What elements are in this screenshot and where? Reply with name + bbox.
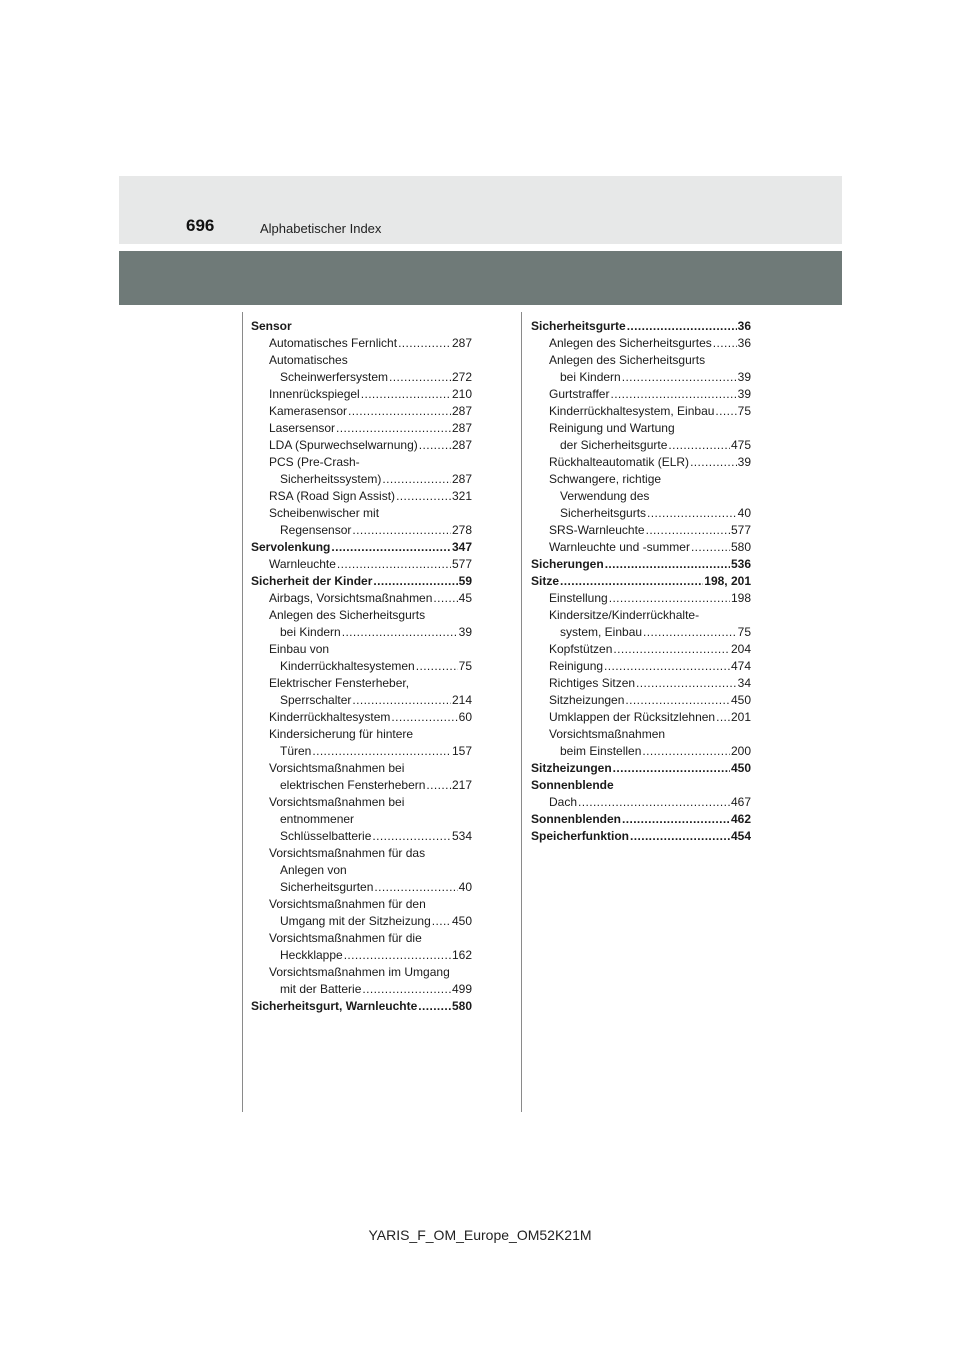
entry-text: Sensor	[251, 319, 292, 333]
dot-leader	[331, 539, 451, 556]
page-ref: 287	[451, 472, 472, 486]
entry-text: Sitze	[531, 574, 560, 588]
dot-leader	[622, 811, 730, 828]
page-ref: 40	[737, 506, 751, 520]
page-ref: 75	[737, 625, 751, 639]
dot-leader	[398, 335, 451, 352]
index-subentry	[251, 607, 472, 624]
dot-leader	[426, 777, 451, 794]
index-column-right	[531, 318, 751, 845]
index-subentry	[251, 590, 472, 607]
entry-text: Umgang mit der Sitzheizung	[280, 914, 431, 928]
entry-text: Warnleuchte	[269, 557, 336, 571]
entry-text: Umklappen der Rücksitzlehnen	[549, 710, 716, 724]
entry-text: Schwangere, richtige	[549, 472, 662, 486]
dot-leader	[715, 403, 736, 420]
index-subentry	[531, 794, 751, 811]
page-ref: 198	[730, 591, 751, 605]
index-subentry	[531, 692, 751, 709]
page-ref: 462	[730, 812, 751, 826]
entry-text: der Sicherheitsgurte	[560, 438, 668, 452]
index-subentry	[251, 692, 472, 709]
dot-leader	[622, 369, 737, 386]
page-ref: 157	[451, 744, 472, 758]
entry-text: Kamerasensor	[269, 404, 348, 418]
index-subentry	[531, 743, 751, 760]
index-heading	[251, 539, 472, 556]
page-ref: 214	[451, 693, 472, 707]
entry-text: Kinderrückhaltesystemen	[280, 659, 415, 673]
index-subentry	[531, 352, 751, 369]
dot-leader	[560, 573, 703, 590]
page-ref: 450	[451, 914, 472, 928]
entry-text: beim Einstellen	[560, 744, 642, 758]
entry-text: Reinigung	[549, 659, 604, 673]
entry-text: Kinderrückhaltesystem, Einbau	[549, 404, 715, 418]
entry-text: Kindersitze/Kinderrückhalte-	[549, 608, 700, 622]
index-subentry	[251, 879, 472, 896]
entry-text: Schlüsselbatterie	[280, 829, 372, 843]
entry-text: bei Kindern	[280, 625, 341, 639]
page-ref: 204	[730, 642, 751, 656]
page-ref: 36	[737, 336, 751, 350]
entry-text: Anlegen des Sicherheitsgurtes	[549, 336, 712, 350]
dot-leader	[389, 369, 451, 386]
page-ref: 321	[451, 489, 472, 503]
index-subentry	[251, 675, 472, 692]
entry-text: RSA (Road Sign Assist)	[269, 489, 396, 503]
dot-leader	[690, 454, 737, 471]
index-subentry	[531, 335, 751, 352]
index-subentry	[531, 505, 751, 522]
index-subentry	[531, 386, 751, 403]
index-subentry	[251, 828, 472, 845]
column-rule-right	[521, 312, 522, 1112]
entry-text: Sicherheit der Kinder	[251, 574, 373, 588]
index-subentry	[251, 794, 472, 811]
section-title: Alphabetischer Index	[260, 221, 382, 236]
dot-leader	[713, 335, 737, 352]
page-ref: 475	[730, 438, 751, 452]
dot-leader	[352, 692, 451, 709]
page-ref: 39	[458, 625, 472, 639]
entry-text: Sitzheizungen	[549, 693, 625, 707]
index-subentry	[251, 624, 472, 641]
dot-leader	[312, 743, 451, 760]
entry-text: Gurtstraffer	[549, 387, 610, 401]
dot-leader	[433, 590, 457, 607]
dot-leader	[636, 675, 737, 692]
index-subentry	[251, 726, 472, 743]
dot-leader	[610, 386, 736, 403]
entry-text: Vorsichtsmaßnahmen für die	[269, 931, 422, 945]
page-ref: 59	[458, 574, 472, 588]
page-ref: 39	[737, 455, 751, 469]
page-ref: 450	[730, 693, 751, 707]
header-dark-band	[119, 251, 842, 305]
index-subentry	[251, 420, 472, 437]
page-ref: 499	[451, 982, 472, 996]
index-subentry	[251, 522, 472, 539]
page-ref: 287	[451, 438, 472, 452]
entry-text: Vorsichtsmaßnahmen	[549, 727, 666, 741]
index-subentry	[251, 454, 472, 471]
page-ref: 36	[737, 319, 751, 333]
page-ref: 60	[458, 710, 472, 724]
page-ref: 287	[451, 421, 472, 435]
entry-text: elektrischen Fensterhebern	[280, 778, 426, 792]
page-ref: 580	[451, 999, 472, 1013]
entry-text: Servolenkung	[251, 540, 331, 554]
dot-leader	[416, 658, 458, 675]
page-ref: 347	[451, 540, 472, 554]
index-subentry	[251, 930, 472, 947]
page-ref: 536	[730, 557, 751, 571]
dot-leader	[432, 913, 451, 930]
page-ref: 577	[451, 557, 472, 571]
page-ref: 201	[730, 710, 751, 724]
dot-leader	[382, 471, 451, 488]
entry-text: Vorsichtsmaßnahmen bei	[269, 795, 405, 809]
entry-text: Verwendung des	[560, 489, 650, 503]
index-heading	[251, 318, 472, 335]
index-subentry	[531, 488, 751, 505]
dot-leader	[342, 624, 458, 641]
dot-leader	[643, 624, 737, 641]
entry-text: Vorsichtsmaßnahmen bei	[269, 761, 405, 775]
dot-leader	[373, 573, 457, 590]
index-subentry	[251, 641, 472, 658]
index-subentry	[531, 641, 751, 658]
index-subentry	[531, 403, 751, 420]
index-subentry	[251, 556, 472, 573]
entry-text: Heckklappe	[280, 948, 343, 962]
entry-text: Rückhalteautomatik (ELR)	[549, 455, 690, 469]
entry-text: Kopfstützen	[549, 642, 613, 656]
page-ref: 287	[451, 336, 472, 350]
entry-text: Vorsichtsmaßnahmen für den	[269, 897, 426, 911]
page-ref: 278	[451, 523, 472, 537]
dot-leader	[578, 794, 730, 811]
entry-text: Scheibenwischer mit	[269, 506, 380, 520]
dot-leader	[372, 828, 451, 845]
dot-leader	[716, 709, 730, 726]
index-subentry	[531, 437, 751, 454]
index-subentry	[251, 403, 472, 420]
index-subentry	[251, 369, 472, 386]
index-subentry	[251, 437, 472, 454]
dot-leader	[668, 437, 730, 454]
entry-text: Anlegen des Sicherheitsgurts	[269, 608, 426, 622]
entry-text: Kinderrückhaltesystem	[269, 710, 391, 724]
dot-leader	[625, 692, 730, 709]
dot-leader	[348, 403, 451, 420]
index-subentry	[251, 811, 472, 828]
index-subentry	[531, 726, 751, 743]
entry-text: Dach	[549, 795, 578, 809]
page-ref: 75	[458, 659, 472, 673]
dot-leader	[691, 539, 730, 556]
page-ref: 34	[737, 676, 751, 690]
index-subentry	[531, 590, 751, 607]
page-ref: 210	[451, 387, 472, 401]
dot-leader	[362, 981, 451, 998]
dot-leader	[361, 386, 451, 403]
index-subentry	[251, 964, 472, 981]
page-ref: 39	[737, 387, 751, 401]
index-heading	[531, 811, 751, 828]
entry-text: Kindersicherung für hintere	[269, 727, 414, 741]
page-ref: 577	[730, 523, 751, 537]
index-subentry	[251, 845, 472, 862]
index-subentry	[251, 488, 472, 505]
entry-text: Airbags, Vorsichtsmaßnahmen	[269, 591, 433, 605]
dot-leader	[646, 522, 730, 539]
entry-text: Richtiges Sitzen	[549, 676, 636, 690]
index-subentry	[531, 522, 751, 539]
entry-text: system, Einbau	[560, 625, 643, 639]
page-ref: 39	[737, 370, 751, 384]
entry-text: Sicherheitsgurt, Warnleuchte	[251, 999, 418, 1013]
dot-leader	[613, 641, 730, 658]
index-subentry	[251, 471, 472, 488]
page-ref: 534	[451, 829, 472, 843]
index-column-left	[251, 318, 472, 1015]
index-subentry	[251, 913, 472, 930]
page-ref: 40	[458, 880, 472, 894]
index-subentry	[251, 335, 472, 352]
dot-leader	[613, 760, 730, 777]
entry-text: Sicherheitssystem)	[280, 472, 382, 486]
entry-text: Sperrschalter	[280, 693, 352, 707]
entry-text: Anlegen von	[280, 863, 347, 877]
dot-leader	[418, 998, 451, 1015]
entry-text: Regensensor	[280, 523, 352, 537]
page-ref: 45	[458, 591, 472, 605]
dot-leader	[352, 522, 451, 539]
entry-text: PCS (Pre-Crash-	[269, 455, 360, 469]
index-heading	[251, 998, 472, 1015]
entry-text: Warnleuchte und -summer	[549, 540, 690, 554]
page-ref: 580	[730, 540, 751, 554]
index-subentry	[251, 743, 472, 760]
index-subentry	[531, 607, 751, 624]
index-subentry	[531, 420, 751, 437]
page-ref: 474	[730, 659, 751, 673]
dot-leader	[391, 709, 457, 726]
index-subentry	[251, 658, 472, 675]
page-ref: 217	[451, 778, 472, 792]
index-subentry	[251, 505, 472, 522]
entry-text: Reinigung und Wartung	[549, 421, 675, 435]
index-subentry	[251, 896, 472, 913]
dot-leader	[337, 556, 451, 573]
index-heading	[531, 828, 751, 845]
entry-text: Anlegen des Sicherheitsgurts	[549, 353, 706, 367]
entry-text: Speicherfunktion	[531, 829, 630, 843]
index-subentry	[531, 709, 751, 726]
index-subentry	[531, 539, 751, 556]
page-ref: 454	[730, 829, 751, 843]
dot-leader	[344, 947, 451, 964]
index-subentry	[251, 981, 472, 998]
page-ref: 75	[737, 404, 751, 418]
index-subentry	[251, 760, 472, 777]
dot-leader	[419, 437, 451, 454]
entry-text: LDA (Spurwechselwarnung)	[269, 438, 418, 452]
entry-text: Sicherungen	[531, 557, 604, 571]
page-ref: 200	[730, 744, 751, 758]
entry-text: mit der Batterie	[280, 982, 362, 996]
dot-leader	[605, 556, 730, 573]
entry-text: entnommener	[280, 812, 355, 826]
entry-text: Sicherheitsgurts	[560, 506, 647, 520]
entry-text: Vorsichtsmaßnahmen im Umgang	[269, 965, 450, 979]
entry-text: Lasersensor	[269, 421, 336, 435]
dot-leader	[630, 828, 730, 845]
entry-text: Automatisches	[269, 353, 348, 367]
index-subentry	[531, 624, 751, 641]
index-subentry	[251, 862, 472, 879]
entry-text: Elektrischer Fensterheber,	[269, 676, 410, 690]
index-subentry	[531, 471, 751, 488]
entry-text: Sicherheitsgurte	[531, 319, 626, 333]
index-subentry	[531, 454, 751, 471]
dot-leader	[396, 488, 451, 505]
entry-text: Sitzheizungen	[531, 761, 612, 775]
page-ref: 162	[451, 948, 472, 962]
entry-text: Einstellung	[549, 591, 608, 605]
entry-text: Vorsichtsmaßnahmen für das	[269, 846, 426, 860]
index-heading	[531, 777, 751, 794]
index-heading	[531, 318, 751, 335]
entry-text: Sicherheitsgurten	[280, 880, 374, 894]
page-ref: 272	[451, 370, 472, 384]
entry-text: Einbau von	[269, 642, 330, 656]
index-subentry	[531, 675, 751, 692]
document-code: YARIS_F_OM_Europe_OM52K21M	[368, 1227, 592, 1243]
index-subentry	[251, 709, 472, 726]
dot-leader	[609, 590, 730, 607]
dot-leader	[604, 658, 730, 675]
index-subentry	[251, 386, 472, 403]
entry-text: Türen	[280, 744, 312, 758]
index-heading	[531, 556, 751, 573]
entry-text: Innenrückspiegel	[269, 387, 360, 401]
index-subentry	[251, 947, 472, 964]
column-rule-left	[242, 312, 243, 1112]
entry-text: SRS-Warnleuchte	[549, 523, 645, 537]
dot-leader	[627, 318, 737, 335]
index-heading	[531, 760, 751, 777]
entry-text: bei Kindern	[560, 370, 621, 384]
page-ref: 450	[730, 761, 751, 775]
index-subentry	[251, 352, 472, 369]
index-heading	[251, 573, 472, 590]
entry-text: Sonnenblenden	[531, 812, 621, 826]
page-ref: 198, 201	[704, 574, 751, 588]
dot-leader	[647, 505, 737, 522]
header-band	[119, 176, 842, 244]
dot-leader	[374, 879, 457, 896]
index-subentry	[251, 777, 472, 794]
page-number: 696	[186, 216, 215, 235]
entry-text: Sonnenblende	[531, 778, 614, 792]
index-heading	[531, 573, 751, 590]
dot-leader	[336, 420, 451, 437]
dot-leader	[642, 743, 730, 760]
page-ref: 467	[730, 795, 751, 809]
index-subentry	[531, 369, 751, 386]
index-subentry	[531, 658, 751, 675]
entry-text: Scheinwerfersystem	[280, 370, 389, 384]
page-ref: 287	[451, 404, 472, 418]
entry-text: Automatisches Fernlicht	[269, 336, 398, 350]
